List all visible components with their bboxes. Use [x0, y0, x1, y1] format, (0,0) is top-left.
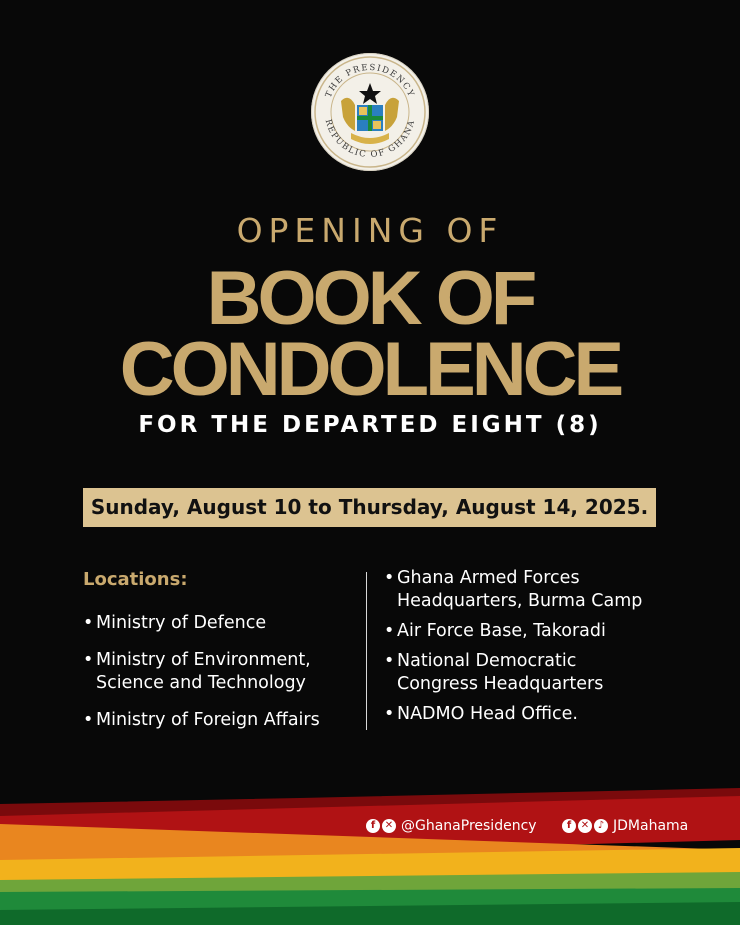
location-text: Science and Technology: [96, 673, 306, 693]
svg-text:REPUBLIC OF GHANA: REPUBLIC OF GHANA: [322, 118, 418, 161]
facebook-icon: f: [366, 819, 380, 833]
ghana-flag-waves: [0, 780, 740, 925]
location-text: Ghana Armed Forces: [397, 568, 580, 588]
location-text: Ministry of Defence: [96, 613, 267, 633]
x-icon: ✕: [578, 819, 592, 833]
location-text: Congress Headquarters: [397, 674, 604, 694]
date-banner: Sunday, August 10 to Thursday, August 14, 2025.: [83, 488, 656, 527]
locations-list-left: [83, 612, 353, 732]
coat-of-arms-icon: [311, 53, 429, 171]
location-text: Ministry of Foreign Affairs: [96, 710, 320, 730]
heading-opening-of: OPENING OF: [236, 211, 504, 250]
svg-text:THE PRESIDENCY: THE PRESIDENCY: [323, 62, 417, 100]
presidency-seal: [311, 53, 429, 171]
social-presidency: [366, 815, 537, 837]
tiktok-icon: ♪: [594, 819, 608, 833]
location-text: Air Force Base, Takoradi: [397, 621, 606, 641]
heading-subtitle: FOR THE DEPARTED EIGHT (8): [138, 412, 602, 438]
heading-book-of: BOOK OF: [206, 256, 534, 341]
location-item: [384, 567, 704, 613]
x-icon: ✕: [382, 819, 396, 833]
facebook-icon: f: [562, 819, 576, 833]
heading-condolence: CONDOLENCE: [119, 327, 621, 412]
column-divider: [366, 572, 367, 730]
location-text: National Democratic: [397, 651, 577, 671]
location-text: Headquarters, Burma Camp: [397, 591, 643, 611]
location-text: Ministry of Environment,: [96, 650, 311, 670]
mahama-handle[interactable]: JDMahama: [613, 818, 689, 834]
social-mahama: [562, 815, 688, 837]
location-item: [384, 620, 704, 643]
locations-label: Locations:: [83, 569, 188, 590]
locations-list-right: [384, 567, 704, 733]
location-item: [83, 709, 353, 732]
location-item: [83, 612, 353, 635]
location-item: [384, 650, 704, 696]
location-item: [83, 649, 353, 695]
location-item: [384, 703, 704, 726]
presidency-handle[interactable]: @GhanaPresidency: [401, 818, 537, 834]
location-text: NADMO Head Office.: [397, 704, 578, 724]
